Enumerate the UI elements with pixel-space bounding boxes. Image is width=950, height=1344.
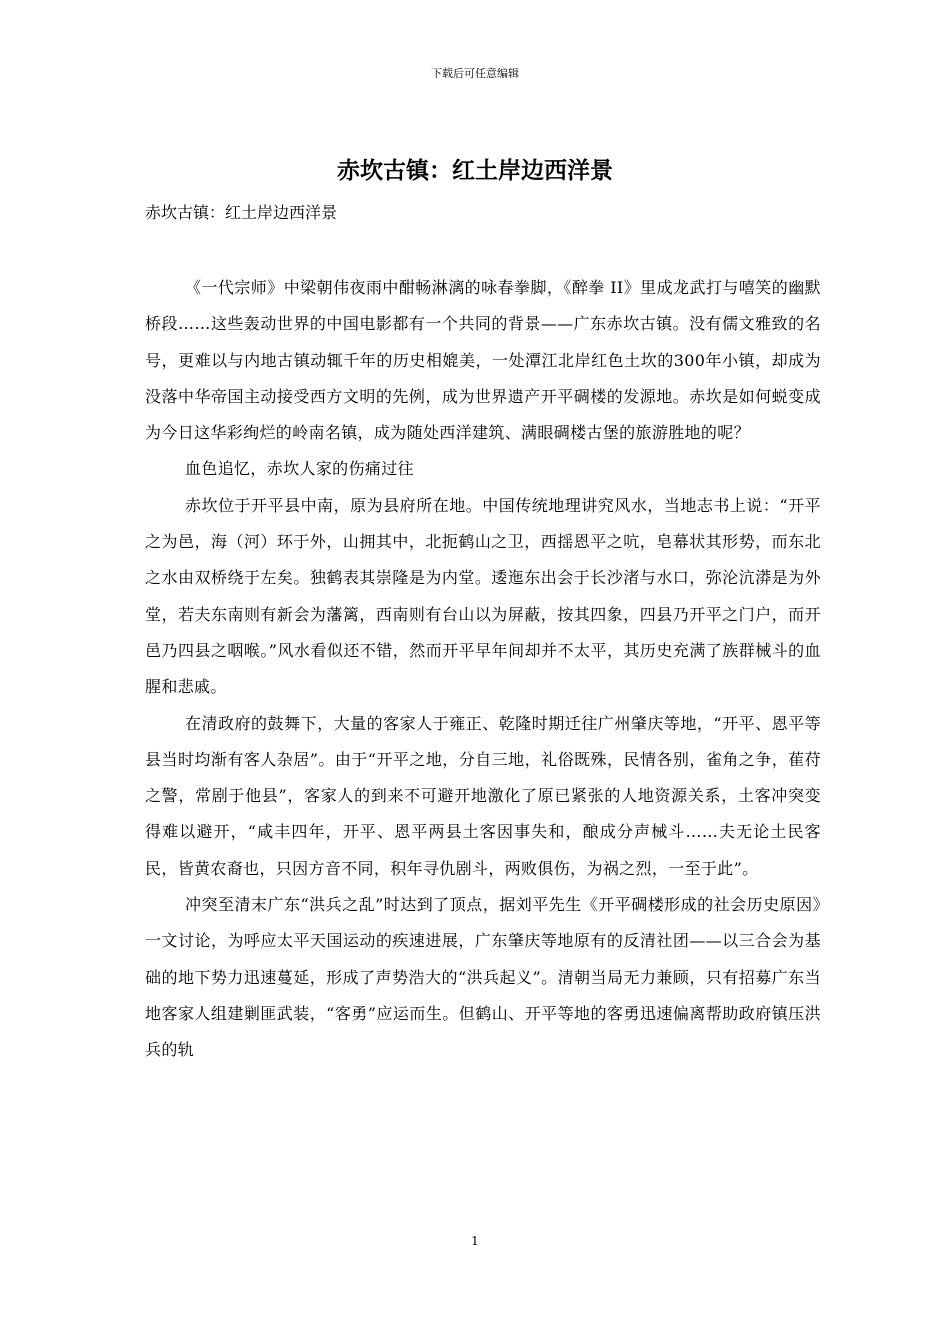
document-title: 赤坎古镇：红土岸边西洋景 [337, 158, 613, 184]
paragraph-intro: 《一代宗师》中梁朝伟夜雨中酣畅淋漓的咏春拳脚，《醉拳 II》里成龙武打与嘻笑的幽默桥段……这些轰动世界的中国电影都有一个共同的背景——广东赤坎古镇。没有儒文雅致的名号，更难以与内地古镇动辄千年的历史相媲美，一处潭江北岸红色土坎的300年小镇，却成为没落中华帝国主动接受西方文明的先例，成为世界遗产开平碉楼的发源地。赤坎是如何蜕变成为今日这华彩绚烂的岭南名镇，成为随处西洋建筑、满眼碉楼古堡的旅游胜地的呢？ [145, 278, 821, 443]
paragraph-hakka: 在清政府的鼓舞下，大量的客家人于雍正、乾隆时期迁往广州肇庆等地，“开平、恩平等县当时均渐有客人杂居”。由于“开平之地，分自三地，礼俗既殊，民情各别，雀角之争，萑苻之警，常剧于他县”，客家人的到来不可避开地激化了原已紧张的人地资源关系，土客冲突变得难以避开，“咸丰四年，开平、恩平两县土客因事失和，酿成分声械斗……夫无论土民客民，皆黄农裔也，只因方音不同，积年寻仇剧斗，两败俱伤，为祸之烈，一至于此”。 [145, 713, 821, 878]
document-subtitle: 赤坎古镇：红土岸边西洋景 [145, 203, 338, 222]
paragraph-fengshui: 赤坎位于开平县中南，原为县府所在地。中国传统地理讲究风水，当地志书上说：“开平之为邑，海（河）环于外，山拥其中，北扼鹤山之卫，西揺恩平之吭，皂幕状其形势，而东北之水由双桥绕于左矣。独鹤表其崇隆是为内堂。逶迤东出会于长沙渚与水口，弥沦沆漭是为外堂，若夫东南则有新会为藩篱，西南则有台山以为屏蔽，按其四象，四县乃开平之门户，而开邑乃四县之咽喉。”风水看似还不错，然而开平早年间却并不太平，其历史充满了族群械斗的血腥和悲戚。 [145, 495, 821, 697]
page-header-note: 下载后可任意编辑 [431, 67, 519, 80]
section-heading: 血色追忆，赤坎人家的伤痛过往 [185, 459, 414, 479]
paragraph-conflict: 冲突至清末广东“洪兵之乱”时达到了顶点，据刘平先生《开平碉楼形成的社会历史原因》一文讨论，为呼应太平天国运动的疾速进展，广东肇庆等地原有的反清社团——以三合会为基础的地下势力迅速蔓延，形成了声势浩大的“洪兵起义”。清朝当局无力兼顾，只有招募广东当地客家人组建剿匪武装，“客勇”应运而生。但鹤山、开平等地的客勇迅速偏离帮助政府镇压洪兵的轨 [145, 895, 821, 1060]
page-number: 1 [471, 1234, 479, 1248]
article-body [145, 270, 821, 1069]
